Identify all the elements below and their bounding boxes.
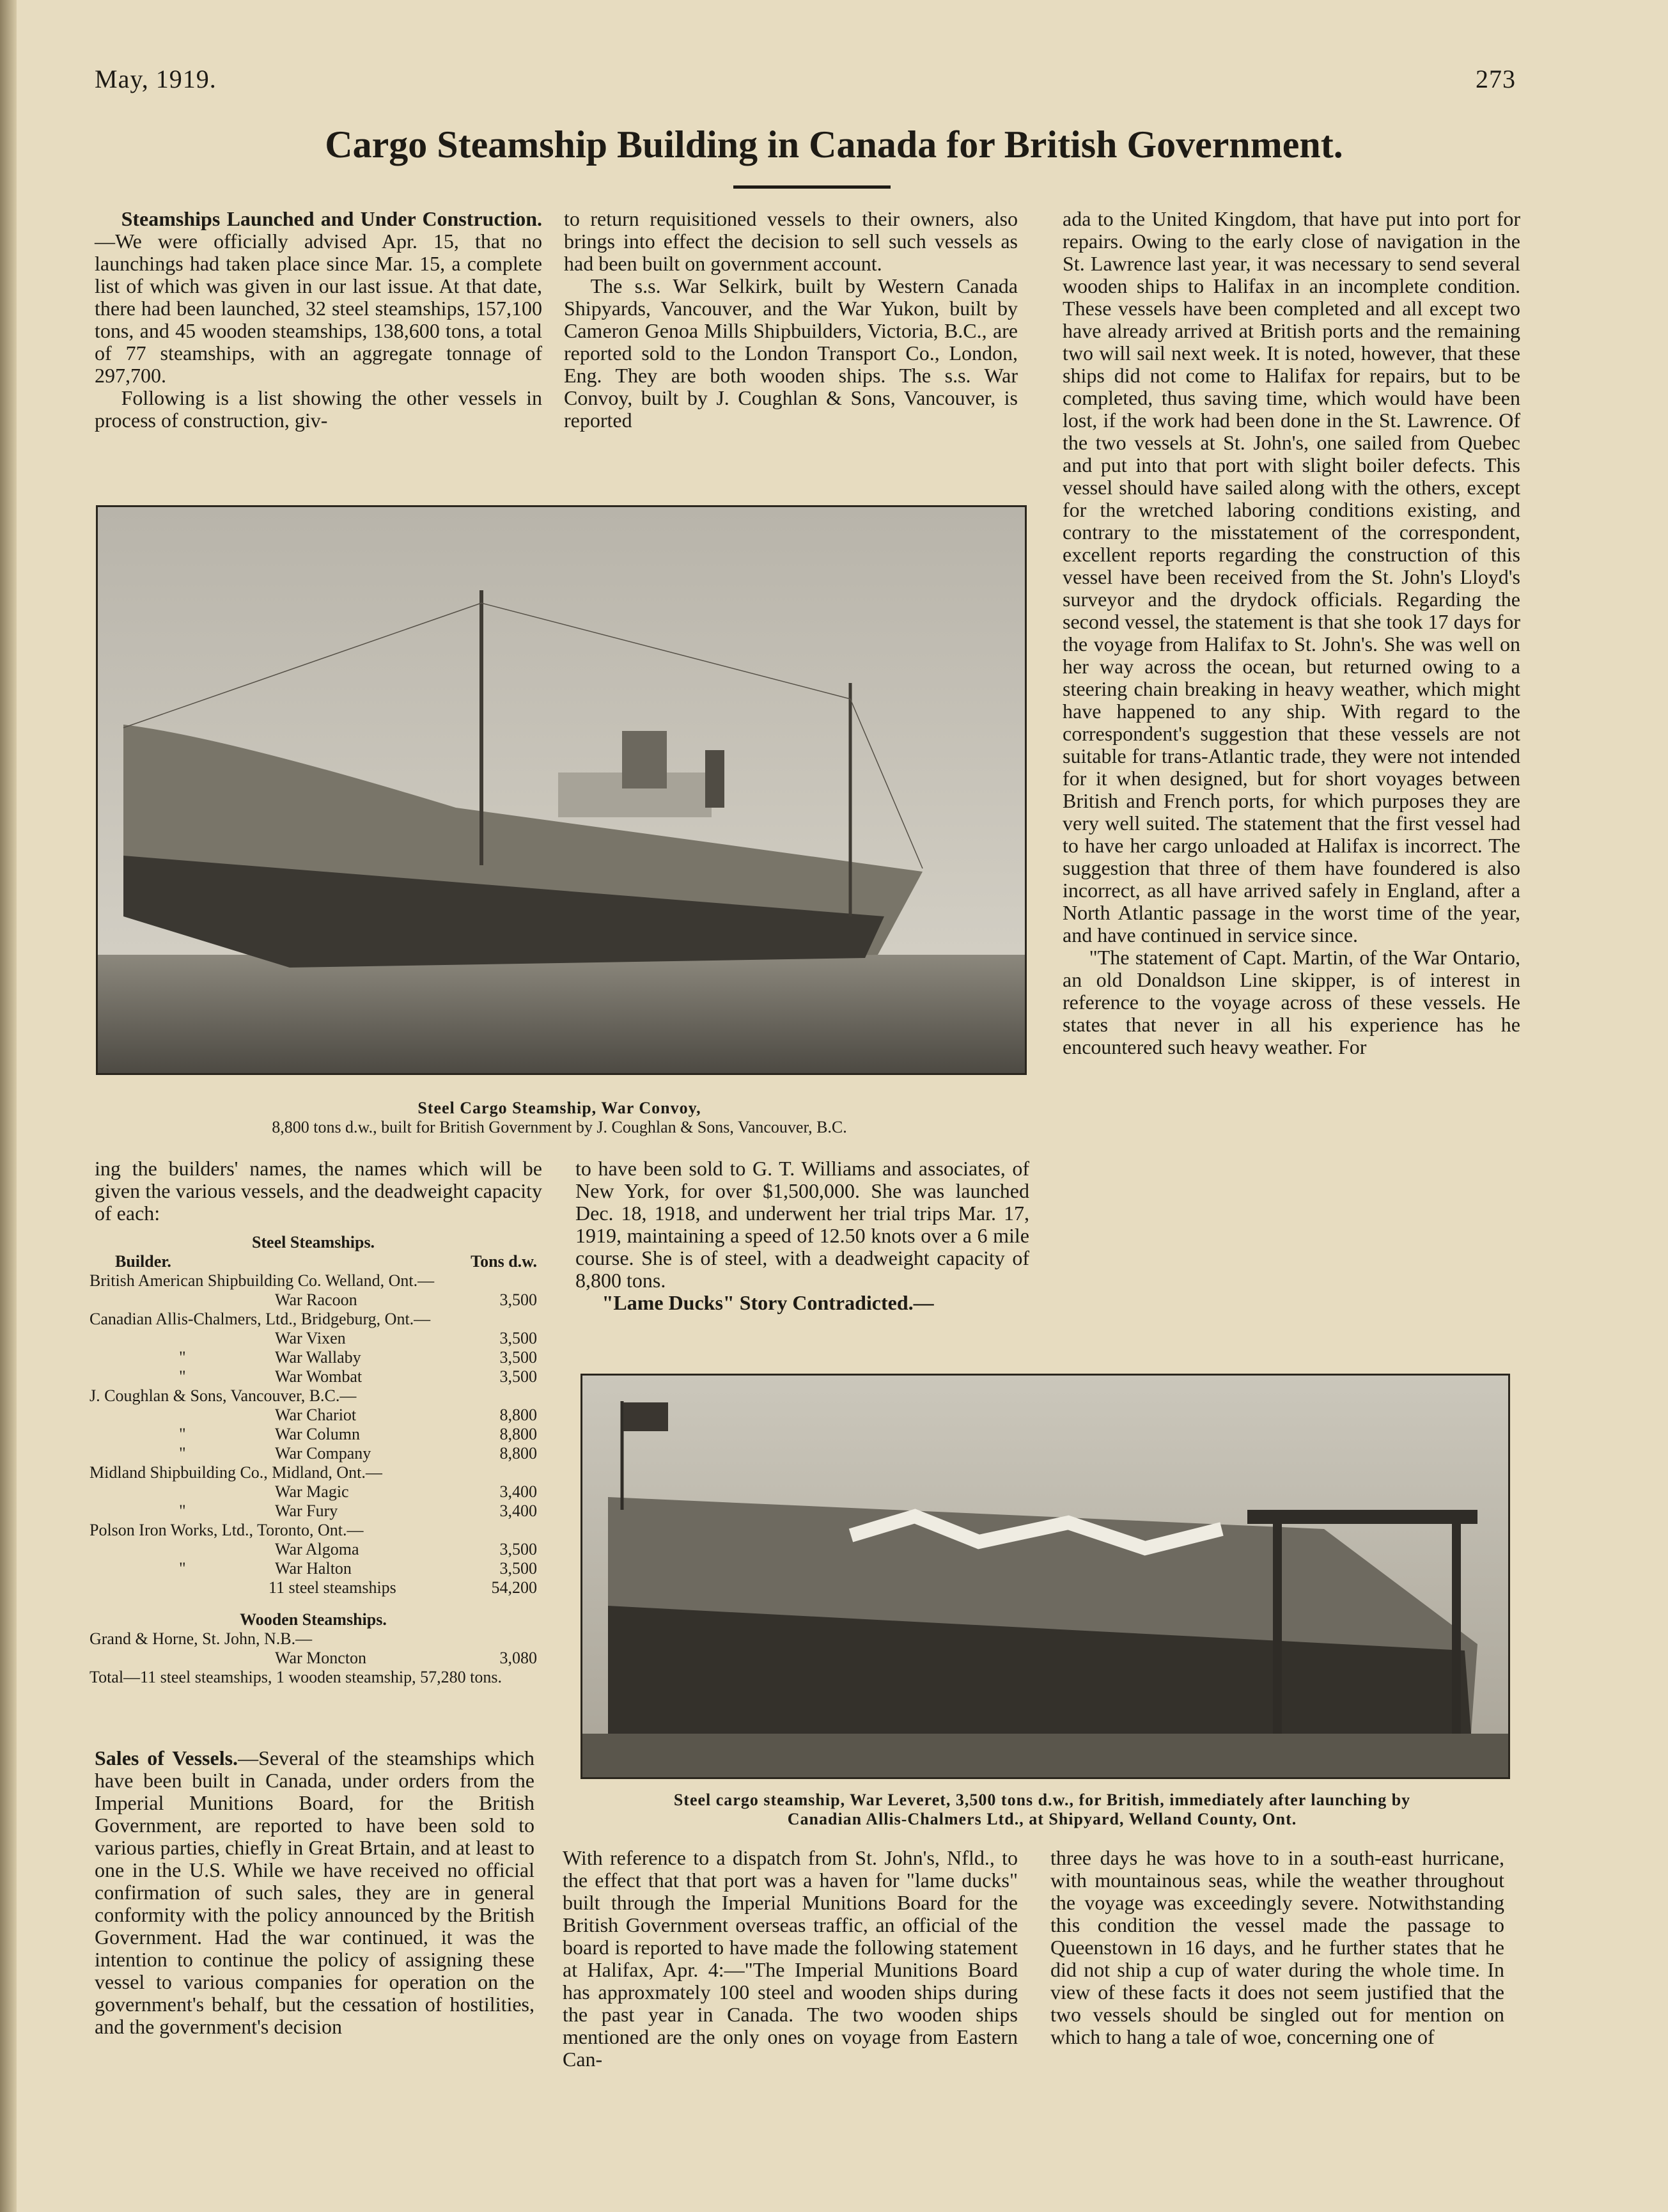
paragraph: three days he was hove to in a south-east hurricane, with mountainous seas, while the weather throughout the voyage was exceedingly severe. Notwithstanding this condition the vessel made the passage to Queenstown in 16 days, and he further states that he did not ship a cup of water during the whole time. In view of these facts it does not seem justified that the two vessels should be singled out for mention on which to hang a tale of woe, concerning one of: [1050, 1846, 1504, 2048]
ditto-mark: ": [179, 1559, 186, 1578]
builder-name: British American Shipbuilding Co. Welland, Ont.—: [90, 1271, 435, 1290]
steel-total-label: 11 steel steamships: [269, 1578, 396, 1597]
ship-tons: 8,800: [499, 1406, 537, 1424]
ship-illustration: [98, 507, 1025, 1073]
paragraph: "The statement of Capt. Martin, of the War Ontario, an old Donaldson Line skipper, is of interest in reference to the voyage across of these vessels. He states that never in all his experience has he encountered such heavy weather. For: [1063, 946, 1520, 1058]
ship-tons: 8,800: [499, 1425, 537, 1443]
war-convoy-photo: [96, 505, 1027, 1075]
col1-top: [95, 208, 542, 432]
builder-row: [90, 1310, 537, 1329]
paragraph: Following is a list showing the other vessels in process of construction, giv-: [95, 386, 542, 432]
ship-row: [90, 1540, 537, 1559]
builder-name: Midland Shipbuilding Co., Midland, Ont.—: [90, 1463, 382, 1482]
column-header-builder: Builder.: [115, 1252, 171, 1271]
paragraph: [95, 1747, 534, 2038]
builder-name: J. Coughlan & Sons, Vancouver, B.C.—: [90, 1386, 357, 1405]
ship-name: War Chariot: [275, 1406, 357, 1424]
paragraph: ing the builders' names, the names which will be given the various vessels, and the deadweight capacity of each:: [95, 1157, 542, 1225]
ship-row: [90, 1444, 537, 1463]
column-header-tons: Tons d.w.: [471, 1252, 537, 1271]
ships-table: [90, 1233, 537, 1738]
caption-line: Canadian Allis-Chalmers Ltd., at Shipyard, Welland County, Ont.: [787, 1810, 1297, 1828]
builder-name: Canadian Allis-Chalmers, Ltd., Bridgeburg, Ont.—: [90, 1310, 431, 1328]
builder-row: [90, 1521, 537, 1540]
steel-groups: [90, 1271, 537, 1578]
wooden-ship-name: War Moncton: [275, 1649, 367, 1667]
ditto-mark: ": [179, 1425, 186, 1443]
paragraph: [95, 208, 542, 387]
article-title: Cargo Steamship Building in Canada for British Government.: [325, 123, 1343, 166]
ship-tons: 3,400: [499, 1482, 537, 1501]
ship-tons: 3,500: [499, 1540, 537, 1558]
ship-tons: 8,800: [499, 1444, 537, 1463]
ship-name: War Algoma: [275, 1540, 359, 1558]
builder-row: [90, 1463, 537, 1482]
ditto-mark: ": [179, 1348, 186, 1367]
launch-illustration: [582, 1376, 1508, 1777]
builder-name: Polson Iron Works, Ltd., Toronto, Ont.—: [90, 1521, 364, 1539]
issue-date: May, 1919.: [95, 65, 217, 93]
subheading: "Lame Ducks" Story Contradicted.—: [602, 1291, 934, 1314]
col3-bottom: [1050, 1847, 1504, 2048]
steel-total-tons: 54,200: [491, 1578, 537, 1597]
paragraph-text: —We were officially advised Apr. 15, that no launchings had taken place since Mar. 15, a complete list of which was given in our last issue. At that date, there had been launched, 32 steel steamships, 157,100 tons, and 45 wooden steamships, 138,600 tons, a total of 77 steamships, with an aggregate tonnage of 297,700.: [95, 230, 542, 387]
ship-row: [90, 1290, 537, 1310]
photo2-caption: [563, 1791, 1522, 1829]
ship-name: War Wallaby: [275, 1348, 361, 1367]
page-binding-edge: [0, 0, 17, 2212]
ditto-mark: ": [179, 1367, 186, 1386]
run-in-heading: Steamships Launched and Under Construction.: [121, 207, 542, 230]
paragraph: With reference to a dispatch from St. John's, Nfld., to the effect that that port was a haven for "lame ducks" built through the Imperial Munitions Board for the British Government overseas traffic, an official of the board is reported to have made the following statement at Halifax, Apr. 4:—"The Imperial Munitions Board has approxmately 100 steel and wooden ships during the past year in Canada. The two wooden ships mentioned are the only ones on voyage from Eastern Can-: [563, 1846, 1018, 2071]
ship-name: War Vixen: [275, 1329, 346, 1347]
caption-line: 8,800 tons d.w., built for British Government by J. Coughlan & Sons, Vancouver, B.C.: [272, 1118, 847, 1136]
ship-row: [90, 1502, 537, 1521]
steel-heading: Steel Steamships.: [251, 1233, 375, 1251]
ship-row: [90, 1348, 537, 1367]
wooden-builder: Grand & Horne, St. John, N.B.—: [90, 1629, 313, 1648]
paragraph: The s.s. War Selkirk, built by Western Canada Shipyards, Vancouver, and the War Yukon, built by Cameron Genoa Mills Shipbuilders, Victoria, B.C., are reported sold to the London Transport Co., London, Eng. They are both wooden ships. The s.s. War Convoy, built by J. Coughlan & Sons, Vancouver, is reported: [564, 274, 1018, 432]
ditto-mark: ": [179, 1502, 186, 1520]
caption-line: Steel cargo steamship, War Leveret, 3,500 tons d.w., for British, immediately after launching by: [673, 1791, 1411, 1809]
wooden-ship-tons: 3,080: [499, 1649, 537, 1667]
ditto-mark: ": [179, 1444, 186, 1463]
ship-row: [90, 1406, 537, 1425]
ship-row: [90, 1329, 537, 1348]
paragraph: ada to the United Kingdom, that have put into port for repairs. Owing to the early close of navigation in the St. Lawrence last year, it was necessary to send several wooden ships to Halifax in an incomplete condition. These vessels have been completed and all except two have already arrived at British ports and the remaining two will sail next week. It is noted, however, that these ships did not come to Halifax for repairs, but to be completed, thus saving time, which would have been lost, if the work had been done in the St. Lawrence. Of the two vessels at St. John's, one sailed from Quebec and put into that port with slight boiler defects. This vessel should have sailed along with the others, except for the wretched laboring conditions existing, and contrary to the misstatement of the correspondent, excellent reports regarding the construction of this vessel have been received from the St. John's Lloyd's surveyor and the drydock officials. Regarding the second vessel, the statement is that she took 17 days for the voyage from Halifax to St. John's. She was well on her way across the ocean, but returned owing to a steering chain breaking in heavy weather, which might have happened to any ship. With regard to the correspondent's suggestion that these vessels are not suitable for trans-Atlantic trade, they were not intended for it when designed, but for short voyages between British and French ports, for which purposes they are very well suited. The statement that the first vessel had to have her cargo unloaded at Halifax is incorrect. The suggestion that three of them have foundered is also incorrect, as all have arrived safely in England, after a North Atlantic passage in the worst time of the year, and have continued in service since.: [1063, 207, 1520, 946]
col1-bottom: [95, 1747, 534, 2038]
ship-name: War Magic: [275, 1482, 349, 1501]
ship-tons: 3,500: [499, 1329, 537, 1347]
paragraph: to return requisitioned vessels to their owners, also brings into effect the decision to sell such vessels as had been built on government account.: [564, 207, 1018, 275]
page-number: 273: [1476, 65, 1516, 93]
builder-row: [90, 1386, 537, 1406]
ship-name: War Wombat: [275, 1367, 362, 1386]
ship-name: War Company: [275, 1444, 371, 1463]
caption-line: Steel Cargo Steamship, War Convoy,: [417, 1099, 701, 1117]
ship-row: [90, 1367, 537, 1386]
ship-tons: 3,500: [499, 1367, 537, 1386]
col3-right: [1063, 208, 1520, 1058]
war-leveret-photo: [581, 1374, 1510, 1779]
builder-row: [90, 1271, 537, 1290]
ship-tons: 3,500: [499, 1290, 537, 1309]
ship-tons: 3,500: [499, 1559, 537, 1578]
ship-name: War Racoon: [275, 1290, 357, 1309]
col2-mid: [575, 1157, 1029, 1314]
run-in-heading: Sales of Vessels.: [95, 1746, 238, 1769]
title-rule: [733, 185, 891, 189]
wooden-heading: Wooden Steamships.: [240, 1610, 387, 1629]
col1-mid: [95, 1157, 542, 1225]
ship-row: [90, 1559, 537, 1578]
paragraph-text: —Several of the steamships which have been built in Canada, under orders from the Imperial Munitions Board, for the British Government, are reported to have been sold to various parties, chiefly in Great Brtain, and at least to one in the U.S. While we have received no official confirmation of such sales, they are in general conformity with the policy announced by the British Government. Had the war continued, it was the intention to continue the policy of assigning these vessel to various companies for operation on the government's behalf, but the cessation of hostilities, and the government's decision: [95, 1746, 535, 2038]
ship-tons: 3,400: [499, 1502, 537, 1520]
col2-bottom: [563, 1847, 1018, 2071]
ship-name: War Fury: [275, 1502, 338, 1520]
ship-name: War Column: [275, 1425, 360, 1443]
ship-name: War Halton: [275, 1559, 352, 1578]
ship-row: [90, 1482, 537, 1502]
ship-tons: 3,500: [499, 1348, 537, 1367]
table-total: Total—11 steel steamships, 1 wooden steamship, 57,280 tons.: [90, 1668, 502, 1686]
photo1-caption: [96, 1099, 1023, 1137]
ship-row: [90, 1425, 537, 1444]
col2-top: [564, 208, 1018, 432]
paragraph: to have been sold to G. T. Williams and associates, of New York, for over $1,500,000. She was launched Dec. 18, 1918, and underwent her trial trips Mar. 17, 1919, maintaining a speed of 12.50 knots over a 6 mile course. She is of steel, with a deadweight capacity of 8,800 tons.: [575, 1157, 1029, 1292]
